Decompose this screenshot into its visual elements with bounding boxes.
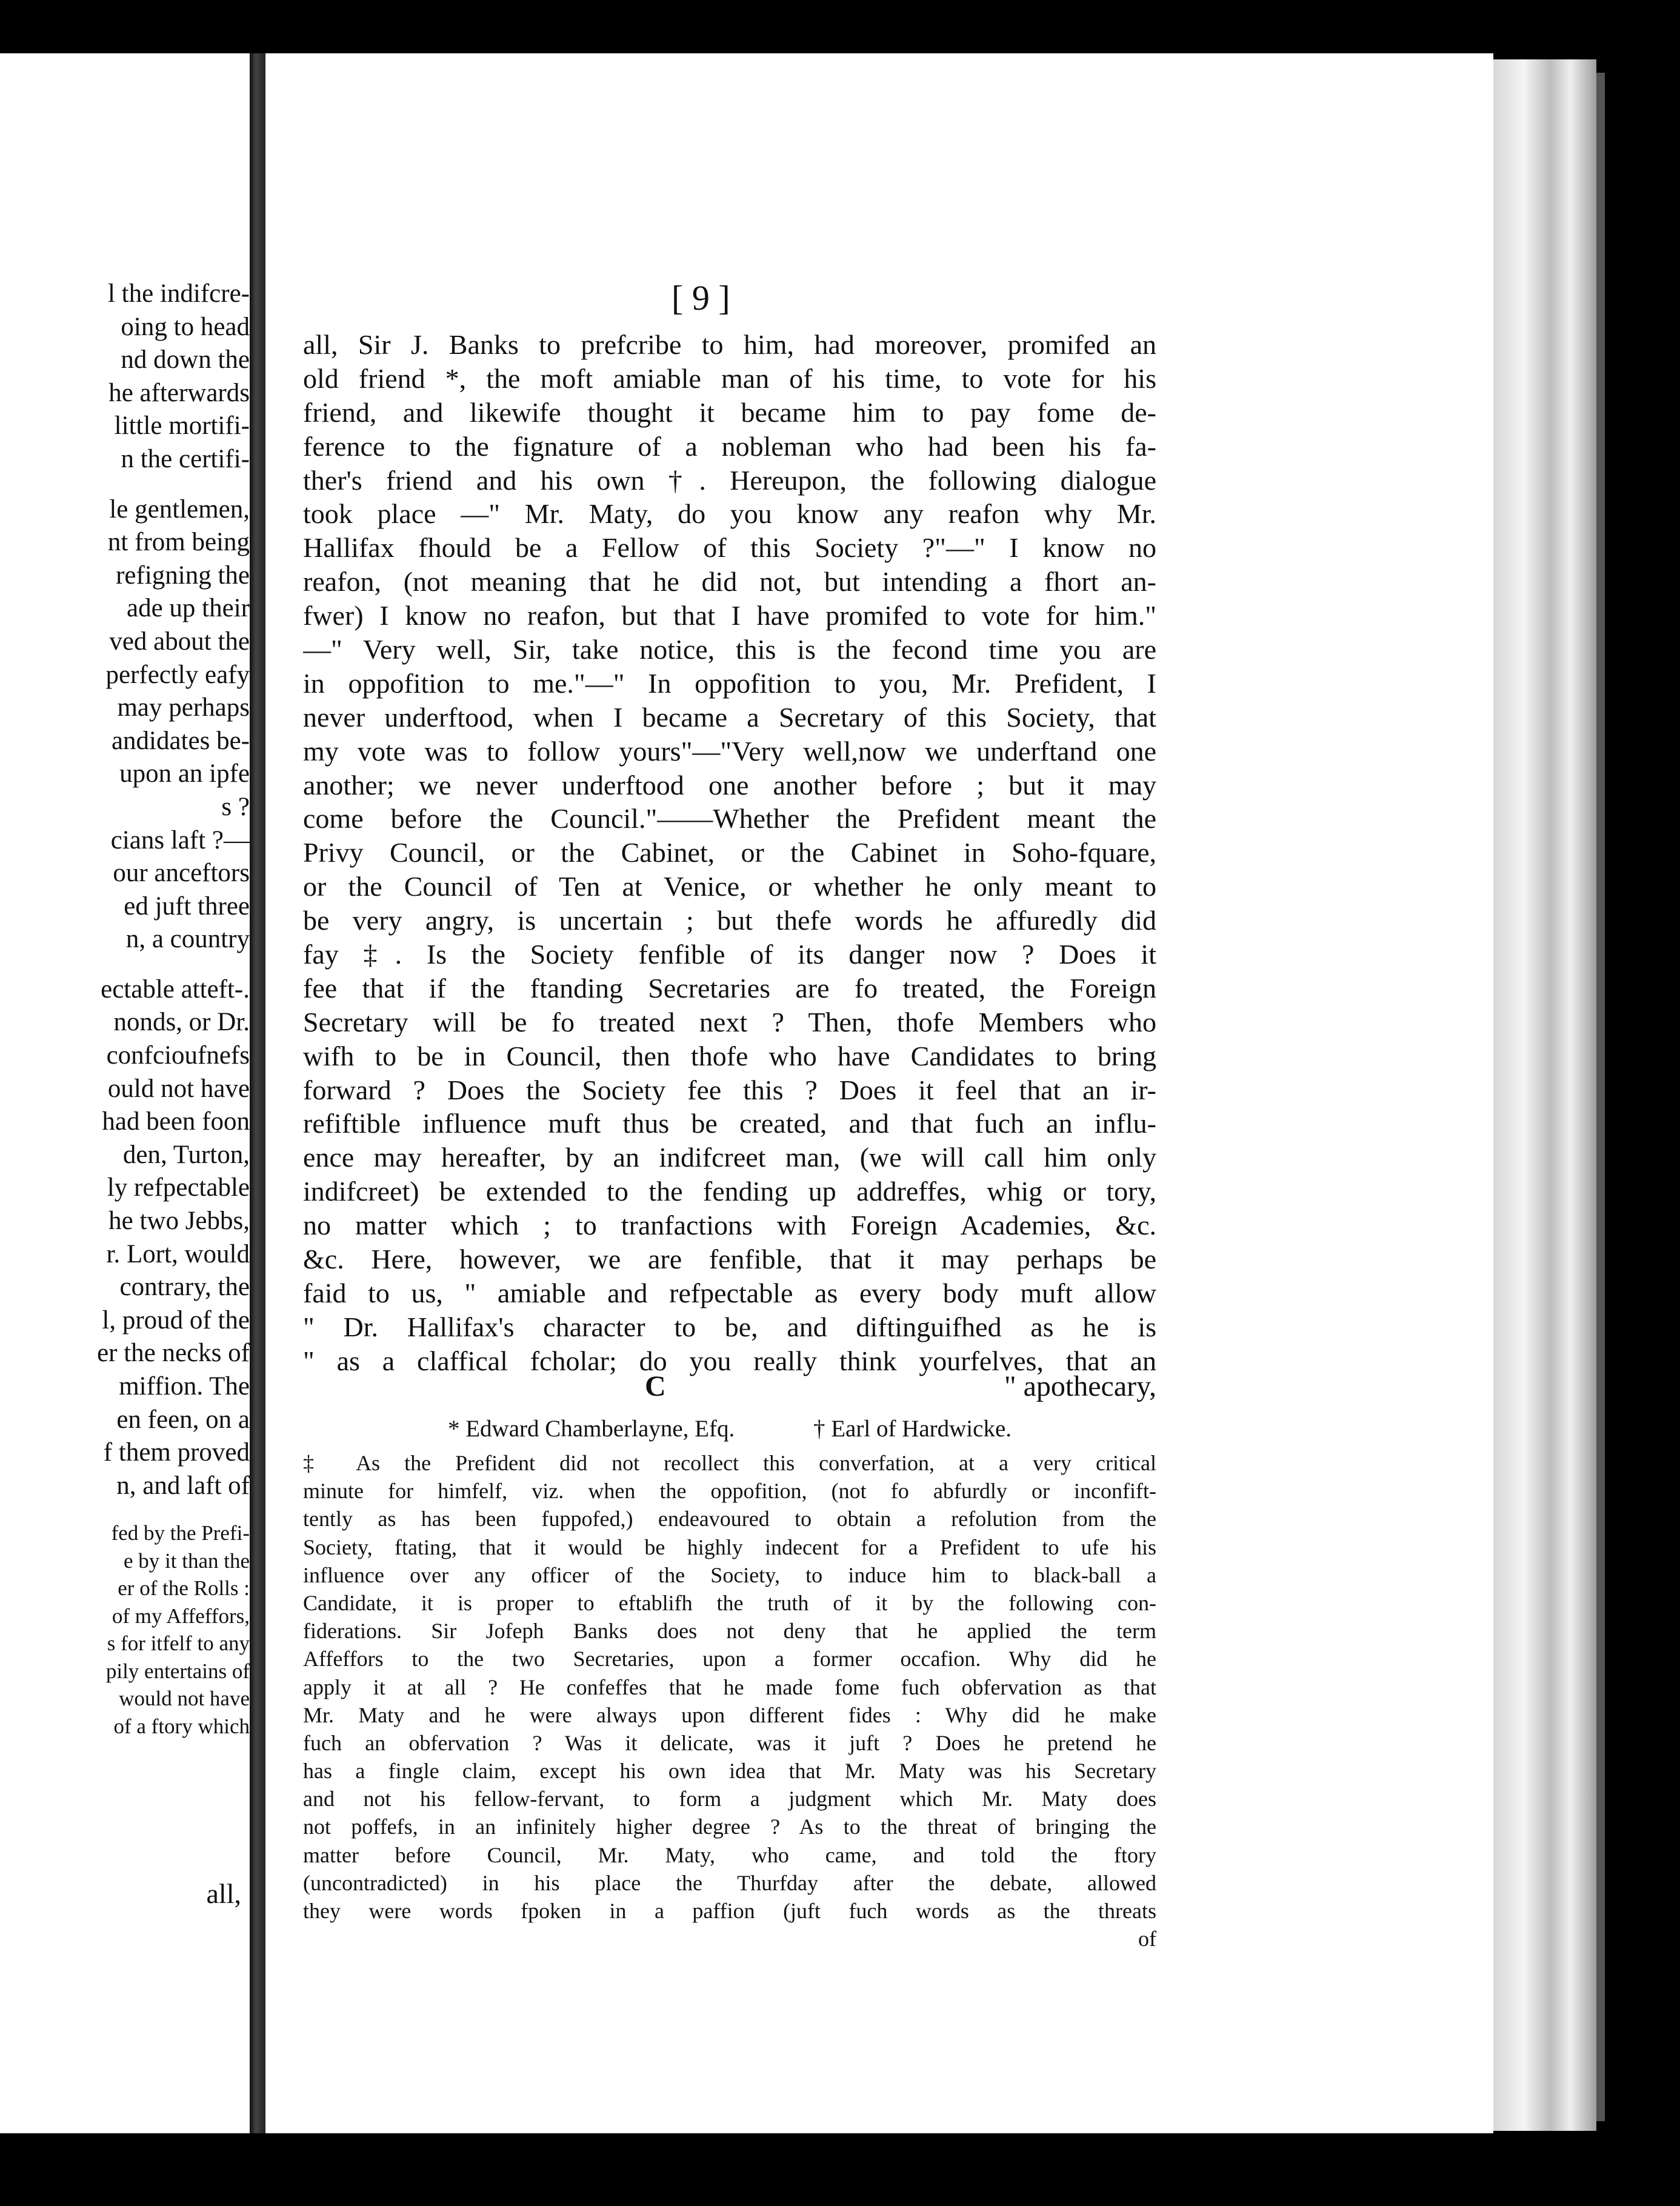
body-line: —" Very well, Sir, take notice, this is the fecond time you are <box>303 634 1156 665</box>
left-page-line: en feen, on a <box>116 1405 250 1434</box>
body-line: fay ‡. Is the Society fenfible of its danger now ? Does it <box>303 939 1156 970</box>
footnote-text <box>303 1449 1156 1953</box>
left-page-line: s ? <box>221 792 250 821</box>
footnote-line: Affeffors to the two Secretaries, upon a former occafion. Why did he <box>303 1647 1156 1671</box>
left-page-line: ould not have <box>107 1074 250 1103</box>
body-line: &c. Here, however, we are fenfible, that it may perhaps be <box>303 1244 1156 1275</box>
left-page-line: nd down the <box>121 345 250 375</box>
left-page <box>0 53 250 2133</box>
footnote-line: of <box>1138 1927 1156 1951</box>
left-page-line <box>0 476 250 493</box>
left-page-footnote-line: s for itfelf to any <box>107 1631 250 1656</box>
left-page-line: had been foon <box>102 1107 250 1136</box>
left-page-line: contrary, the <box>119 1273 250 1302</box>
footnote-line: they were words fpoken in a paffion (juft fuch words as the threats <box>303 1899 1156 1923</box>
left-page-line: he afterwards <box>108 378 250 407</box>
left-page-line: ectable atteft-. <box>101 975 250 1004</box>
body-line: no matter which ; to tranfactions with Foreign Academies, &c. <box>303 1210 1156 1241</box>
footnote-line: fuch an obfervation ? Was it delicate, was it juft ? Does he pretend he <box>303 1730 1156 1755</box>
left-page-footnote-line: of my Affeffors, <box>112 1604 250 1628</box>
footnote-line: matter before Council, Mr. Maty, who came, and told the ftory <box>303 1842 1156 1867</box>
left-page-footnote-line: er of the Rolls : <box>118 1576 250 1601</box>
body-line: come before the Council."——Whether the Prefident meant the <box>303 803 1156 835</box>
catchword: " apothecary, <box>1004 1370 1156 1402</box>
body-line: my vote was to follow yours"—"Very well,now we underftand one <box>303 735 1156 767</box>
body-line: another; we never underftood one another before ; but it may <box>303 769 1156 801</box>
body-line: " Dr. Hallifax's character to be, and diftinguifhed as he is <box>303 1311 1156 1342</box>
body-line: Privy Council, or the Cabinet, or the Cabinet in Soho-fquare, <box>303 837 1156 868</box>
left-page-line: le gentlemen, <box>109 495 250 524</box>
footnote-line: (uncontradicted) in his place the Thurfday after the debate, allowed <box>303 1870 1156 1895</box>
left-page-catchword: all, <box>206 1878 241 1909</box>
left-page-line: n, a country <box>125 925 250 954</box>
page-edge-shadow <box>1596 73 1605 2121</box>
body-line: all, Sir J. Banks to prefcribe to him, had moreover, promifed an <box>303 329 1156 360</box>
body-line: indifcreet) be extended to the fending up addreffes, whig or tory, <box>303 1176 1156 1207</box>
left-page-line: er the necks of <box>97 1339 250 1368</box>
body-line: ence may hereafter, by an indifcreet man, (we will call him only <box>303 1142 1156 1173</box>
body-line: Secretary will be fo treated next ? Then, thofe Members who <box>303 1006 1156 1038</box>
left-page-line: miffion. The <box>119 1372 250 1401</box>
left-page-line <box>0 956 250 973</box>
left-page-line: ly refpectable <box>107 1173 250 1202</box>
left-page-line: nt from being <box>107 528 250 557</box>
left-page-line: andidates be- <box>111 726 250 755</box>
body-line: Hallifax fhould be a Fellow of this Society ?"—" I know no <box>303 532 1156 564</box>
left-page-line: little mortifi- <box>114 412 250 441</box>
footnote-line: and not his fellow-fervant, to form a judgment which Mr. Maty does <box>303 1787 1156 1811</box>
body-line: " as a claffical fcholar; do you really think yourfelves, that an <box>303 1345 1156 1376</box>
footnote-heads <box>303 1415 1156 1449</box>
left-page-line: l, proud of the <box>102 1305 250 1335</box>
body-line: or the Council of Ten at Venice, or whether he only meant to <box>303 871 1156 902</box>
left-page-line: confcioufnefs <box>106 1041 250 1070</box>
footnote-line: influence over any officer of the Society, to induce him to black-ball a <box>303 1562 1156 1587</box>
left-page-line: our anceftors <box>113 859 250 888</box>
footnote-head-1: * Edward Chamberlayne, Efq. <box>447 1416 735 1442</box>
page-number: [ 9 ] <box>672 278 730 318</box>
left-page-line: n the certifi- <box>121 444 250 473</box>
left-page-line: refigning the <box>116 561 250 590</box>
left-page-gap <box>0 1502 250 1519</box>
body-line: fee that if the ftanding Secretaries are fo treated, the Foreign <box>303 972 1156 1004</box>
left-page-line: oing to head <box>121 312 250 341</box>
left-page-line: f them proved <box>103 1438 250 1467</box>
footnote-line: apply it at all ? He confeffes that he made fome fuch obfervation as that <box>303 1674 1156 1699</box>
body-line: ference to the fignature of a nobleman who had been his fa- <box>303 430 1156 462</box>
footnotes <box>303 1415 1156 1953</box>
body-line: never underftood, when I became a Secretary of this Society, that <box>303 701 1156 733</box>
footnote-line: minute for himfelf, viz. when the oppofition, (not fo abfurdly or inconfift- <box>303 1479 1156 1504</box>
body-line: fwer) I know no reafon, but that I have promifed to vote for him." <box>303 600 1156 631</box>
body-line: took place —" Mr. Maty, do you know any reafon why Mr. <box>303 498 1156 530</box>
footnote-head-2: † Earl of Hardwicke. <box>813 1416 1012 1442</box>
left-page-line: l the indifcre- <box>107 279 250 308</box>
footnote-line: Mr. Maty and he were always upon different fides : Why did he make <box>303 1702 1156 1727</box>
body-line: be very angry, is uncertain ; but thefe words he affuredly did <box>303 905 1156 936</box>
body-line: in oppofition to me."—" In oppofition to you, Mr. Prefident, I <box>303 667 1156 699</box>
body-line: forward ? Does the Society fee this ? Does it feel that an ir- <box>303 1074 1156 1105</box>
left-page-line: r. Lort, would <box>106 1239 250 1268</box>
left-page-line: den, Turton, <box>122 1140 250 1169</box>
footnote-line: fiderations. Sir Jofeph Banks does not deny that he applied the term <box>303 1619 1156 1644</box>
footnote-line: Society, ftating, that it would be highly indecent for a Prefident to ufe his <box>303 1535 1156 1559</box>
footnote-line: tently as has been fuppofed,) endeavoured to obtain a refolution from the <box>303 1507 1156 1531</box>
left-page-footnote-line: fed by the Prefi- <box>111 1521 250 1545</box>
left-page-line: ved about the <box>109 627 250 656</box>
left-page-footnote-line: e by it than the <box>123 1548 250 1573</box>
left-page-line: he two Jebbs, <box>108 1207 250 1236</box>
left-page-line: n, and laft of <box>116 1471 250 1500</box>
body-line: faid to us, " amiable and refpectable as every body muft allow <box>303 1277 1156 1308</box>
page-edges <box>1493 59 1596 2131</box>
body-line: reafon, (not meaning that he did not, but intending a fhort an- <box>303 566 1156 598</box>
book-gutter <box>250 53 265 2133</box>
left-page-line: upon an ipfe <box>119 759 250 788</box>
footnote-line: Candidate, it is proper to eftablifh the truth of it by the following con- <box>303 1590 1156 1615</box>
signature-mark: C <box>645 1370 666 1402</box>
body-line: refiftible influence muft thus be created, and that fuch an influ- <box>303 1108 1156 1139</box>
body-line: old friend *, the moft amiable man of his time, to vote for his <box>303 362 1156 394</box>
body-text <box>303 328 1156 1378</box>
left-page-footnote-line: would not have <box>119 1687 250 1711</box>
left-page-footnote-line: of a ftory which <box>113 1714 250 1738</box>
left-page-line: cians laft ?— <box>110 825 250 855</box>
body-line: ther's friend and his own †. Hereupon, the following dialogue <box>303 464 1156 496</box>
signature-line <box>303 1370 1156 1406</box>
footnote-line: has a fingle claim, except his own idea that Mr. Maty was his Secretary <box>303 1759 1156 1784</box>
body-line: wifh to be in Council, then thofe who have Candidates to bring <box>303 1040 1156 1071</box>
left-page-line: perfectly eafy <box>105 660 250 689</box>
footnote-line: ‡ As the Prefident did not recollect this converfation, at a very critical <box>303 1451 1156 1475</box>
left-page-line: may perhaps <box>117 693 250 722</box>
left-page-text <box>0 278 250 1740</box>
left-page-footnote-line: pily entertains of <box>105 1659 250 1683</box>
left-page-line: nonds, or Dr. <box>113 1008 250 1037</box>
footnote-line: not poffefs, in an infinitely higher degree ? As to the threat of bringing the <box>303 1814 1156 1839</box>
left-page-line: ed juft three <box>124 891 250 921</box>
body-line: friend, and likewife thought it became him to pay fome de- <box>303 396 1156 428</box>
left-page-line: ade up their <box>127 594 250 623</box>
